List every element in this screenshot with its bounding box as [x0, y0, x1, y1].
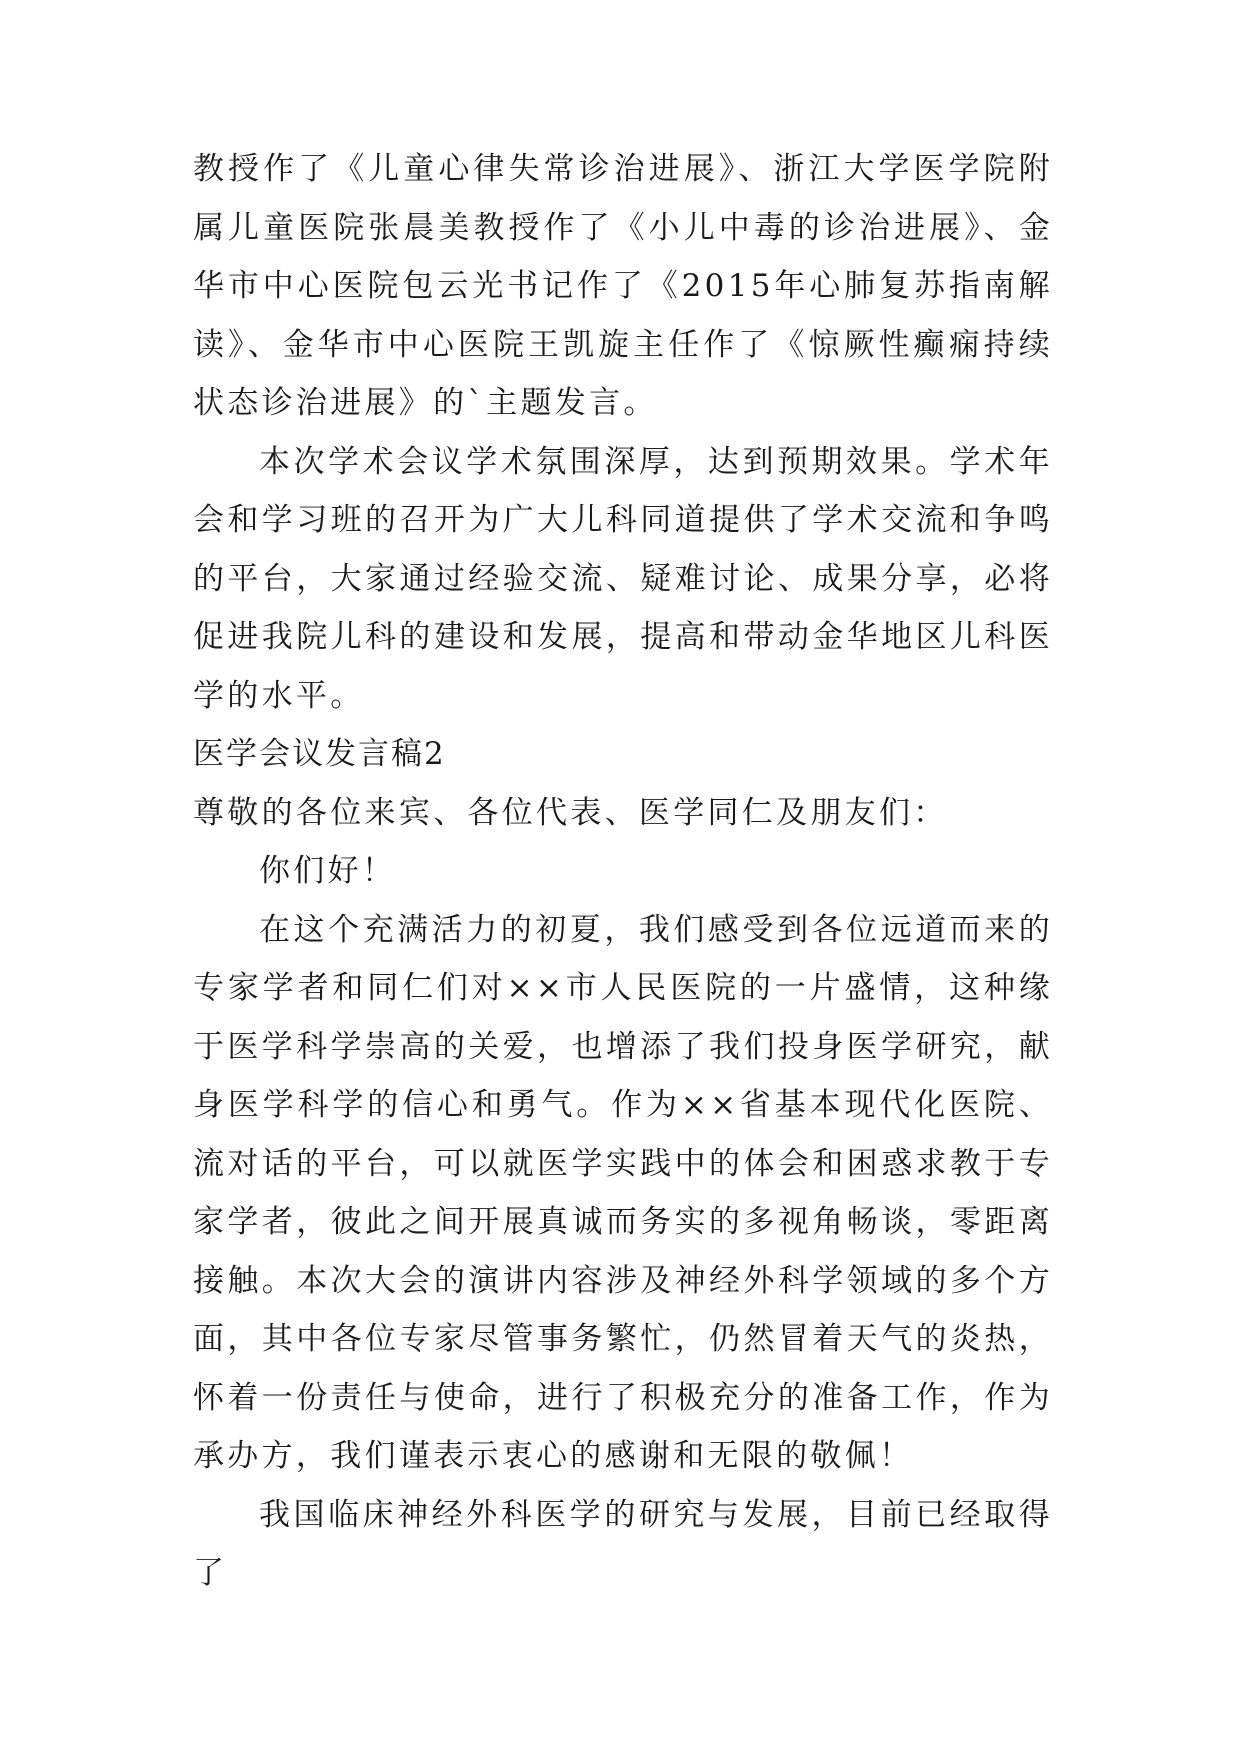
paragraph-speaker-list: 教授作了《儿童心律失常诊治进展》、浙江大学医学院附属儿童医院张晨美教授作了《小儿中毒的诊治进展》、金华市中心医院包云光书记作了《2015年心肺复苏指南解读》、金华市中心医院王凯旋主任作了《惊厥性癫痫持续状态诊治进展》的`主题发言。	[193, 151, 1053, 421]
document-body	[193, 140, 1053, 1603]
paragraph-welcome-speech: 在这个充满活力的初夏，我们感受到各位远道而来的专家学者和同仁们对××市人民医院的一片盛情，这种缘于医学科学崇高的关爱，也增添了我们投身医学研究，献身医学科学的信心和勇气。作为××省基本现代化医院、流对话的平台，可以就医学实践中的体会和困惑求教于专家学者，彼此之间开展真诚而务实的多视角畅谈，零距离接触。本次大会的演讲内容涉及神经外科学领域的多个方面，其中各位专家尽管事务繁忙，仍然冒着天气的炎热，怀着一份责任与使命，进行了积极充分的准备工作，作为承办方，我们谨表示衷心的感谢和无限的敬佩！	[193, 911, 1053, 1474]
paragraph-neurosurgery-progress: 我国临床神经外科医学的研究与发展，目前已经取得了	[193, 1496, 1053, 1591]
salutation-line: 尊敬的各位来宾、各位代表、医学同仁及朋友们：	[193, 794, 948, 831]
greeting-line: 你们好！	[259, 853, 397, 889]
paragraph-conference-summary: 本次学术会议学术氛围深厚，达到预期效果。学术年会和学习班的召开为广大儿科同道提供了学术交流和争鸣的平台，大家通过经验交流、疑难讨论、成果分享，必将促进我院儿科的建设和发展，提高和带动金华地区儿科医学的水平。	[193, 443, 1053, 714]
section-heading: 医学会议发言稿2	[193, 736, 446, 772]
